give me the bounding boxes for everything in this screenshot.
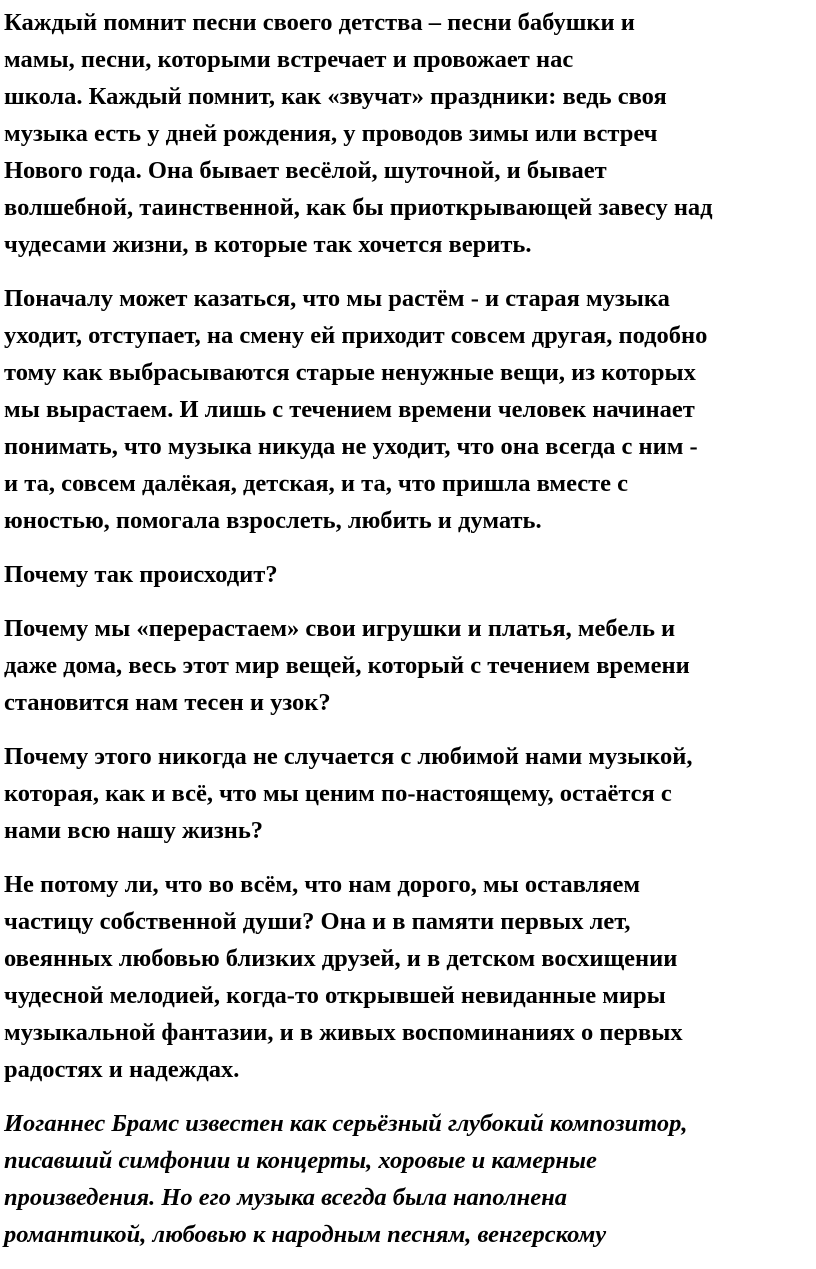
paragraph-soul-particle xyxy=(4,866,812,1088)
text-line: понимать, что музыка никуда не уходит, что она всегда с ним - xyxy=(4,433,698,460)
text-line: Не потому ли, что во всём, что нам дорого, мы оставляем xyxy=(4,871,641,898)
text-line: чудесами жизни, в которые так хочется верить. xyxy=(4,231,532,258)
text-line: музыка есть у дней рождения, у проводов зимы или встреч xyxy=(4,120,658,147)
text-line: нами всю нашу жизнь? xyxy=(4,817,264,844)
text-line: уходит, отступает, на смену ей приходит совсем другая, подобно xyxy=(4,322,708,349)
text-line: становится нам тесен и узок? xyxy=(4,689,331,716)
paragraph-growing-up xyxy=(4,280,812,539)
text-line: Нового года. Она бывает весёлой, шуточной, и бывает xyxy=(4,157,607,184)
text-line: волшебной, таинственной, как бы приоткрывающей завесу над xyxy=(4,194,713,221)
paragraph-question-outgrow xyxy=(4,610,812,721)
text-line: Каждый помнит песни своего детства – песни бабушки и xyxy=(4,9,635,36)
text-line: даже дома, весь этот мир вещей, который с течением времени xyxy=(4,652,690,679)
paragraph-question-why xyxy=(4,556,812,593)
text-line: писавший симфонии и концерты, хоровые и камерные xyxy=(4,1147,597,1174)
text-line: мы вырастаем. И лишь с течением времени человек начинает xyxy=(4,396,695,423)
paragraph-childhood-songs xyxy=(4,4,812,263)
text-line: которая, как и всё, что мы ценим по-настоящему, остаётся с xyxy=(4,780,672,807)
text-line: Поначалу может казаться, что мы растём - и старая музыка xyxy=(4,285,670,312)
text-line: овеянных любовью близких друзей, и в детском восхищении xyxy=(4,945,678,972)
text-line: чудесной мелодией, когда-то открывшей невиданные миры xyxy=(4,982,666,1009)
text-line: Иоганнес Брамс известен как серьёзный глубокий композитор, xyxy=(4,1110,688,1137)
text-line: Почему этого никогда не случается с любимой нами музыкой, xyxy=(4,743,693,770)
text-line: школа. Каждый помнит, как «звучат» праздники: ведь своя xyxy=(4,83,667,110)
text-line: Почему мы «перерастаем» свои игрушки и платья, мебель и xyxy=(4,615,676,642)
text-line: частицу собственной души? Она и в памяти первых лет, xyxy=(4,908,631,935)
text-line: мамы, песни, которыми встречает и провожает нас xyxy=(4,46,574,73)
paragraph-brahms xyxy=(4,1105,812,1253)
text-line: тому как выбрасываются старые ненужные вещи, из которых xyxy=(4,359,696,386)
text-line: музыкальной фантазии, и в живых воспоминаниях о первых xyxy=(4,1019,683,1046)
text-line: и та, совсем далёкая, детская, и та, что пришла вместе с xyxy=(4,470,629,497)
text-line: романтикой, любовью к народным песням, венгерскому xyxy=(4,1221,607,1248)
text-line: Почему так происходит? xyxy=(4,561,278,588)
paragraph-question-music xyxy=(4,738,812,849)
text-line: радостях и надеждах. xyxy=(4,1056,240,1083)
text-line: юностью, помогала взрослеть, любить и думать. xyxy=(4,507,542,534)
text-line: произведения. Но его музыка всегда была наполнена xyxy=(4,1184,567,1211)
